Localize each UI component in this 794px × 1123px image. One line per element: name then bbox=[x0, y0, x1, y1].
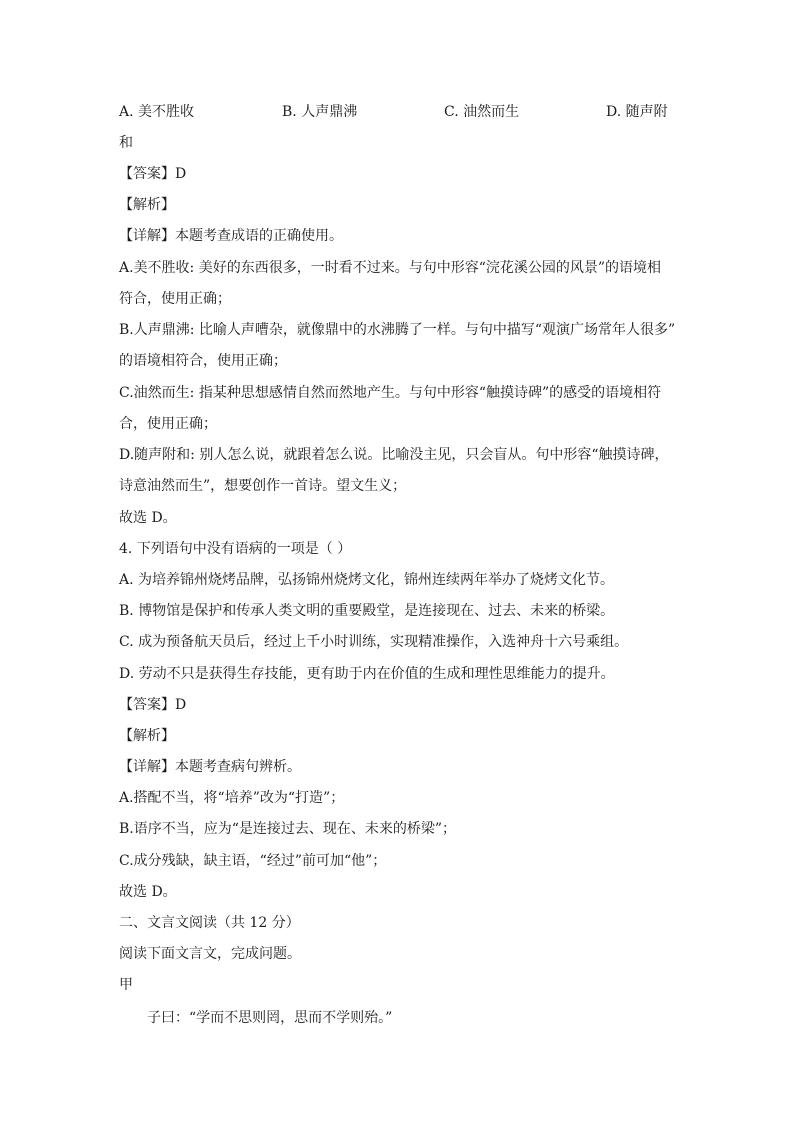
q3-analysis-heading: 【解析】 bbox=[119, 197, 175, 213]
q4-answer: 【答案】D bbox=[119, 697, 187, 713]
q4-option-b: B. 博物馆是保护和传承人类文明的重要殿堂，是连接现在、过去、未来的桥梁。 bbox=[119, 603, 615, 619]
section2-quote: 子曰：“学而不思则罔，思而不学则殆。” bbox=[147, 1010, 393, 1026]
q3-option-b: B. 人声鼎沸 bbox=[282, 104, 358, 120]
q3-analysis-line: C.油然而生: 指某种思想感情自然而然地产生。与句中形容“触摸诗碑”的感受的语境相符 bbox=[119, 385, 662, 401]
q3-option-a: A. 美不胜收 bbox=[119, 104, 195, 120]
q3-analysis-line: 合，使用正确； bbox=[119, 416, 217, 432]
q4-analysis-line: C.成分残缺，缺主语，“经过”前可加“他”； bbox=[119, 853, 387, 869]
q4-analysis-line: B.语序不当，应为“是连接过去、现在、未来的桥梁”； bbox=[119, 821, 457, 837]
q3-option-d-wrap: 和 bbox=[119, 135, 133, 151]
q3-conclusion: 故选 D。 bbox=[119, 510, 177, 526]
q4-option-a: A. 为培养锦州烧烤品牌，弘扬锦州烧烤文化，锦州连续两年举办了烧烤文化节。 bbox=[119, 572, 615, 588]
q3-option-d: D. 随声附 bbox=[606, 104, 668, 120]
q3-analysis-line: 诗意油然而生”，想要创作一首诗。望文生义； bbox=[119, 478, 407, 494]
q4-analysis-line: A.搭配不当，将“培养”改为“打造”； bbox=[119, 790, 345, 806]
q3-option-c: C. 油然而生 bbox=[444, 104, 520, 120]
q3-analysis-line: B.人声鼎沸: 比喻人声嘈杂，就像鼎中的水沸腾了一样。与句中描写“观演广场常年人很多” bbox=[119, 322, 676, 338]
q3-options-row bbox=[119, 102, 679, 122]
q3-answer: 【答案】D bbox=[119, 166, 187, 182]
q4-analysis-heading: 【解析】 bbox=[119, 728, 175, 744]
q3-detail-intro: 【详解】本题考查成语的正确使用。 bbox=[119, 228, 343, 244]
q4-option-c: C. 成为预备航天员后，经过上千小时训练，实现精准操作，入选神舟十六号乘组。 bbox=[119, 634, 629, 650]
section2-heading: 二、文言文阅读（共 12 分） bbox=[119, 915, 300, 931]
q4-stem: 4. 下列语句中没有语病的一项是（ ） bbox=[119, 541, 352, 557]
q4-detail-intro: 【详解】本题考查病句辨析。 bbox=[119, 759, 301, 775]
q3-analysis-line: D.随声附和: 别人怎么说，就跟着怎么说。比喻没主见，只会盲从。句中形容“触摸诗碑， bbox=[119, 447, 669, 463]
q3-analysis-line: 符合，使用正确； bbox=[119, 291, 231, 307]
section2-part-label: 甲 bbox=[119, 977, 133, 993]
q3-analysis-line: A.美不胜收: 美好的东西很多，一时看不过来。与句中形容“浣花溪公园的风景”的语境相 bbox=[119, 260, 662, 276]
q4-conclusion: 故选 D。 bbox=[119, 884, 177, 900]
q4-option-d: D. 劳动不只是获得生存技能，更有助于内在价值的生成和理性思维能力的提升。 bbox=[119, 666, 615, 682]
q3-analysis-line: 的语境相符合，使用正确； bbox=[119, 353, 287, 369]
section2-instruction: 阅读下面文言文，完成问题。 bbox=[119, 946, 301, 962]
